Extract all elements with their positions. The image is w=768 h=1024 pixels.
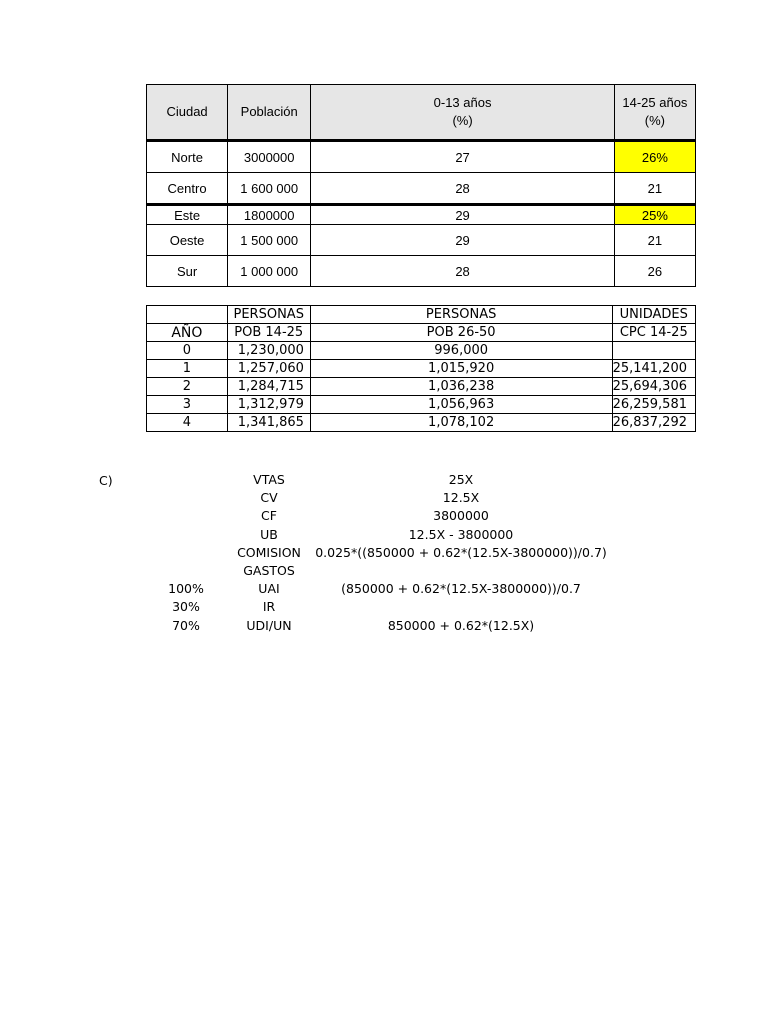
cell-p013: 27 — [311, 141, 615, 173]
header-poblacion: Población — [228, 85, 311, 141]
cell-pob-26-50: 1,015,920 — [310, 360, 612, 378]
cell-poblacion: 1 600 000 — [228, 173, 311, 205]
header-age-0-13-line2: (%) — [452, 113, 473, 128]
statement-percent: 30% — [172, 599, 200, 615]
cell-year: 0 — [147, 342, 228, 360]
projection-table — [146, 305, 696, 432]
cell-poblacion: 1 000 000 — [228, 256, 311, 287]
statement-item-name: GASTOS — [243, 563, 295, 578]
statement-item-name: UAI — [258, 581, 280, 597]
statement-row — [0, 526, 768, 544]
statement-item-name: CV — [260, 490, 278, 506]
header-cell: UNIDADES — [612, 306, 695, 324]
statement-row — [0, 471, 768, 489]
cell-pob-14-25: 1,284,715 — [227, 378, 310, 396]
statement-item-value: 12.5X — [442, 490, 480, 506]
table-row — [147, 205, 696, 225]
header-cell-ano: AÑO — [147, 324, 228, 342]
section-c-label: C) — [99, 473, 113, 488]
cell-p1425: 21 — [614, 225, 695, 256]
statement-row — [0, 617, 768, 635]
cell-p1425: 26 — [614, 256, 695, 287]
header-age-0-13-line1: 0-13 años — [433, 95, 492, 110]
statement-item-name: CF — [261, 508, 277, 524]
cell-pob-26-50: 1,036,238 — [310, 378, 612, 396]
statement-item-name: UDI/UN — [246, 617, 292, 633]
statement-item-name: COMISION — [237, 544, 301, 560]
cell-p013: 28 — [311, 256, 615, 287]
city-population-table — [146, 84, 696, 287]
table-header-row — [147, 324, 696, 342]
cell-cpc-14-25 — [612, 342, 695, 360]
header-cell: POB 14-25 — [227, 324, 310, 342]
cell-p013: 29 — [311, 205, 615, 225]
statement-item-value: 3800000 — [433, 508, 489, 524]
cell-ciudad: Este — [147, 205, 228, 225]
header-cell: CPC 14-25 — [612, 324, 695, 342]
cell-pob-26-50: 1,056,963 — [310, 396, 612, 414]
cell-p1425: 26% — [614, 141, 695, 173]
cell-pob-26-50: 1,078,102 — [310, 414, 612, 432]
cell-p1425: 21 — [614, 173, 695, 205]
cell-ciudad: Sur — [147, 256, 228, 287]
cell-year: 2 — [147, 378, 228, 396]
statement-item-value: (850000 + 0.62*(12.5X-3800000))/0.7 — [341, 581, 581, 597]
header-cell — [147, 306, 228, 324]
table-row — [147, 378, 696, 396]
table-row — [147, 414, 696, 432]
statement-row — [0, 489, 768, 507]
header-cell: POB 26-50 — [310, 324, 612, 342]
cell-cpc-14-25: 25,694,306 — [612, 378, 695, 396]
cell-ciudad: Norte — [147, 141, 228, 173]
cell-cpc-14-25: 26,259,581 — [612, 396, 695, 414]
cell-pob-14-25: 1,312,979 — [227, 396, 310, 414]
table-row — [147, 225, 696, 256]
statement-row — [0, 562, 768, 580]
header-age-14-25-line2: (%) — [644, 113, 666, 128]
table-row — [147, 396, 696, 414]
table-row — [147, 342, 696, 360]
header-age-14-25 — [614, 85, 695, 141]
statement-percent: 70% — [172, 617, 200, 633]
table-header-row — [147, 85, 696, 141]
header-age-14-25-line1: 14-25 años — [622, 95, 688, 110]
statement-item-value: 0.025*((850000 + 0.62*(12.5X-3800000))/0.7) — [315, 544, 607, 560]
table-row — [147, 173, 696, 205]
table-header-row — [147, 306, 696, 324]
cell-year: 3 — [147, 396, 228, 414]
cell-year: 4 — [147, 414, 228, 432]
statement-item-value: 12.5X - 3800000 — [408, 526, 514, 542]
statement-item-name: IR — [262, 599, 276, 615]
table-row — [147, 256, 696, 287]
header-cell: PERSONAS — [310, 306, 612, 324]
cell-poblacion: 3000000 — [228, 141, 311, 173]
statement-item-name: UB — [260, 526, 278, 542]
statement-item-name: VTAS — [253, 472, 285, 487]
header-cell: PERSONAS — [227, 306, 310, 324]
statement-row — [0, 598, 768, 616]
cell-p013: 28 — [311, 173, 615, 205]
header-age-0-13 — [311, 85, 615, 141]
statement-percent: 100% — [168, 581, 204, 597]
cell-ciudad: Oeste — [147, 225, 228, 256]
cell-pob-26-50: 996,000 — [310, 342, 612, 360]
statement-item-value: 850000 + 0.62*(12.5X) — [387, 617, 535, 633]
header-ciudad: Ciudad — [147, 85, 228, 141]
cell-p1425: 25% — [614, 205, 695, 225]
cell-pob-14-25: 1,257,060 — [227, 360, 310, 378]
cell-poblacion: 1 500 000 — [228, 225, 311, 256]
cell-year: 1 — [147, 360, 228, 378]
cell-pob-14-25: 1,341,865 — [227, 414, 310, 432]
cell-pob-14-25: 1,230,000 — [227, 342, 310, 360]
cell-poblacion: 1800000 — [228, 205, 311, 225]
table-row — [147, 360, 696, 378]
cell-cpc-14-25: 26,837,292 — [612, 414, 695, 432]
statement-row — [0, 507, 768, 525]
cell-p013: 29 — [311, 225, 615, 256]
cell-cpc-14-25: 25,141,200 — [612, 360, 695, 378]
statement-row — [0, 580, 768, 598]
statement-item-value: 25X — [448, 472, 474, 487]
statement-row — [0, 544, 768, 562]
cell-ciudad: Centro — [147, 173, 228, 205]
table-row — [147, 141, 696, 173]
